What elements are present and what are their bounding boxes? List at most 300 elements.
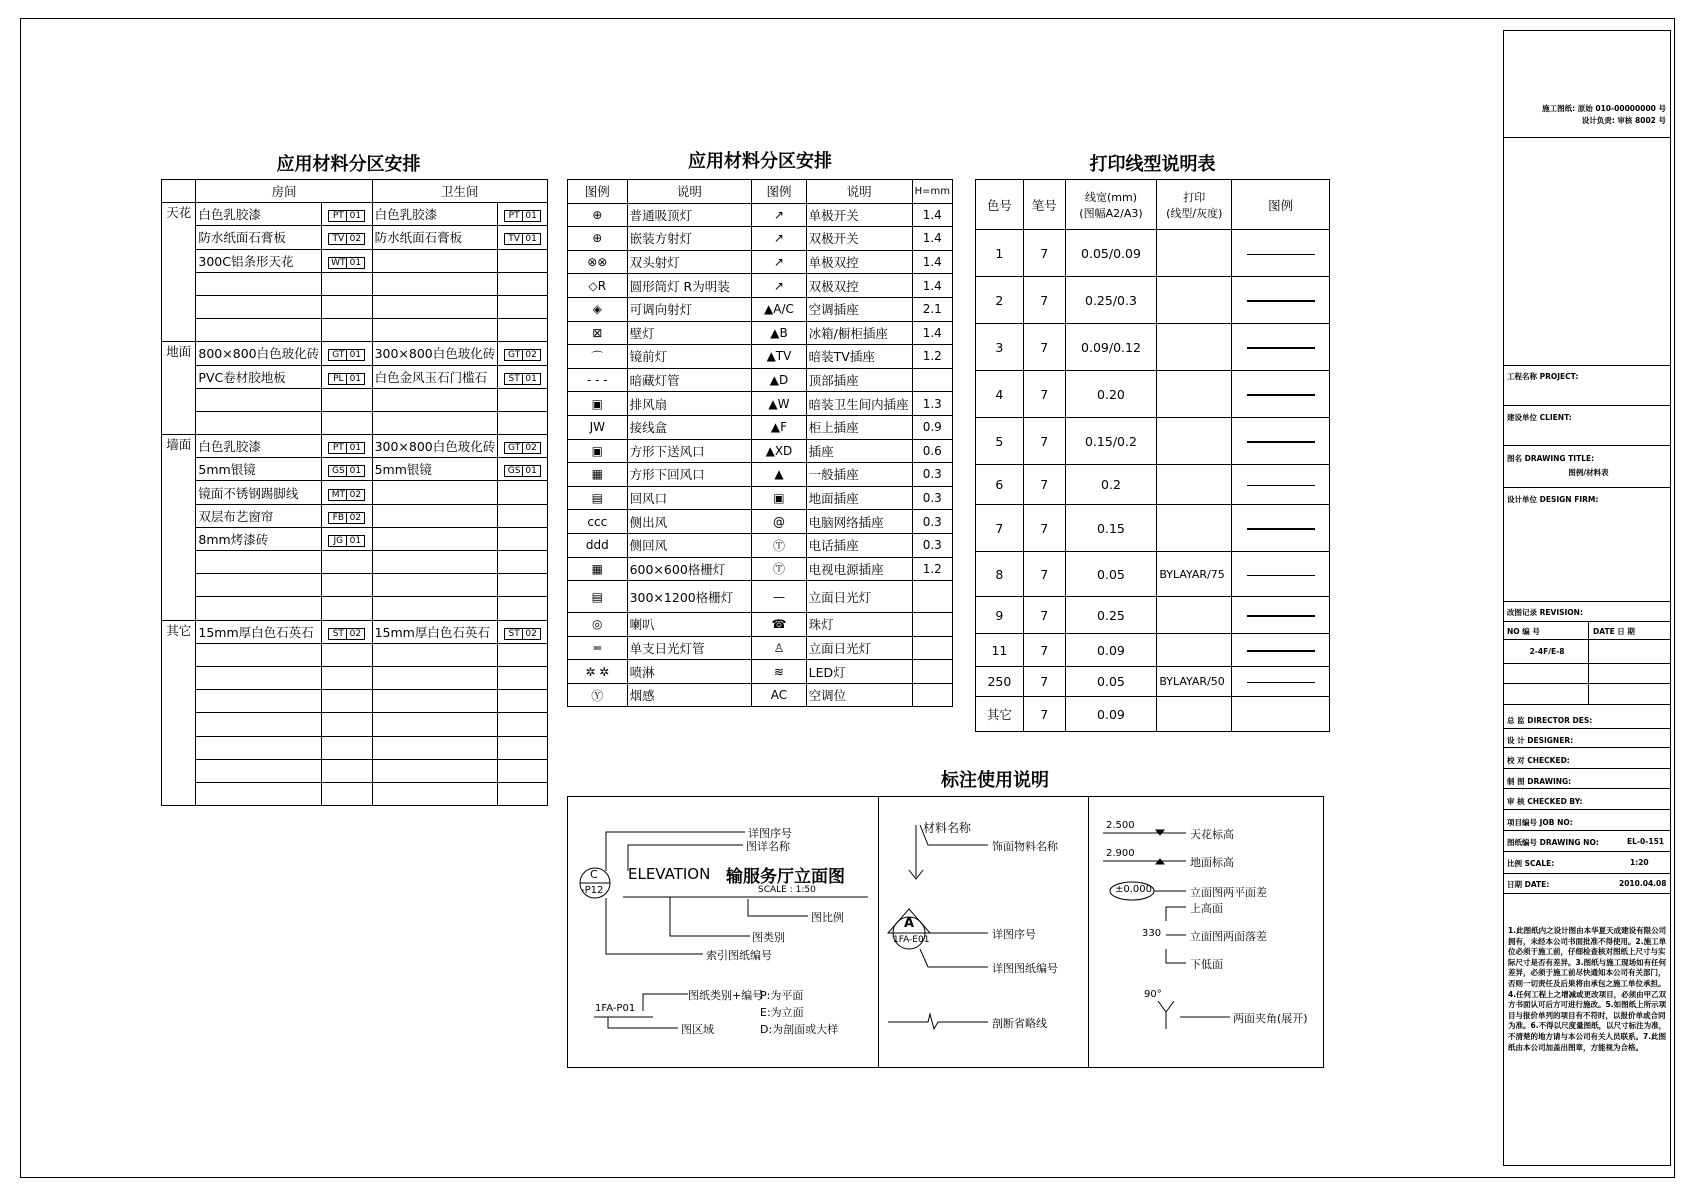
print-cell-p: 7 [1023,667,1065,697]
material-area: 天花 [162,203,196,342]
legend-description: 冰箱/橱柜插座 [806,321,912,345]
print-line-sample [1232,371,1330,418]
bath-code: ST 02 [498,620,548,643]
tb-checked: 校 对 CHECKED: [1507,756,1570,765]
print-cell-c: 1 [976,230,1024,277]
legend-description: 镜前灯 [627,345,752,369]
tb-no: NO 编 号 [1507,627,1540,636]
room-code [322,782,372,805]
annotation-notes-panel [567,796,1324,1068]
bath-code [498,481,548,504]
note-lower: 下低面 [1190,958,1223,971]
legend-description: LED灯 [806,660,912,684]
bath-code [498,690,548,713]
material-area: 墙面 [162,435,196,621]
room-code: ST 02 [322,620,372,643]
bath-code [498,643,548,666]
bath-code [498,574,548,597]
print-cell-p: 7 [1023,634,1065,667]
legend-description: 单支日光灯管 [627,636,752,660]
bath-material [372,666,498,689]
material-row [162,388,548,411]
legend-symbol-icon: ▲ [752,463,806,487]
room-code [322,736,372,759]
legend-description: 圆形筒灯 R为明装 [627,274,752,298]
legend-row [568,415,953,439]
print-line-sample [1232,505,1330,552]
bath-code [498,504,548,527]
bath-material [372,643,498,666]
print-row [976,667,1330,697]
legend-symbol-icon: ✲ ✲ [568,660,628,684]
note-detail-number: 详图序号 [748,827,792,840]
legend-symbol-icon: ddd [568,533,628,557]
room-code [322,690,372,713]
bath-code [498,527,548,550]
bath-material [372,319,498,342]
print-cell-t [1157,230,1232,277]
legend-height [912,368,952,392]
note-ceiling-level: 天花标高 [1190,828,1234,841]
legend-row [568,533,953,557]
legend-symbol-icon: JW [568,415,628,439]
legend-height: 0.3 [912,463,952,487]
bath-code: GT 02 [498,342,548,365]
bath-code: GT 02 [498,435,548,458]
room-material [196,690,322,713]
room-material [196,736,322,759]
room-material: 白色乳胶漆 [196,203,322,226]
fa-p01: 1FA-P01 [595,1003,636,1014]
legend-row [568,250,953,274]
legend-symbol-icon: ⊕ [568,227,628,251]
print-cell-c: 其它 [976,697,1024,732]
print-cell-c: 4 [976,371,1024,418]
print-line-sample [1232,324,1330,371]
tb-drawing-no-value: EL-0-151 [1627,837,1665,846]
note-d: D:为剖面或大样 [760,1023,839,1036]
material-zone-table [161,179,548,806]
legend-description: 立面日光灯 [806,636,912,660]
bath-material [372,411,498,434]
legend-symbol-icon: ⊕ [568,203,628,227]
bathroom-header: 卫生间 [372,180,547,203]
bath-code [498,759,548,782]
print-row [976,697,1330,732]
print-cell-t [1157,324,1232,371]
legend-description: 双极双控 [806,274,912,298]
legend-description: 可调向射灯 [627,297,752,321]
bath-material [372,782,498,805]
note-finish-name: 饰面物料名称 [992,840,1058,853]
legend-height: 0.3 [912,486,952,510]
legend-symbol-icon: - - - [568,368,628,392]
legend-description: 侧回风 [627,533,752,557]
level-2: 2.900 [1106,848,1135,859]
room-material: PVC卷材胶地板 [196,365,322,388]
note-e: E:为立面 [760,1006,804,1019]
print-cell-p: 7 [1023,230,1065,277]
legend-description: 喷淋 [627,660,752,684]
legend-description: 插座 [806,439,912,463]
room-code: WT 01 [322,249,372,272]
material-area: 其它 [162,620,196,806]
level-1: 2.500 [1106,820,1135,831]
bath-material: 300×800白色玻化砖 [372,435,498,458]
room-code [322,759,372,782]
material-row [162,504,548,527]
material-row [162,782,548,805]
legend-header-1: 图例 [568,180,628,204]
legend-header-4: 说明 [806,180,912,204]
legend-height [912,660,952,684]
angle-90: 90° [1144,989,1162,1000]
legend-description: 电话插座 [806,533,912,557]
legend-description: 方形下送风口 [627,439,752,463]
note-index-number: 索引图纸编号 [706,949,772,962]
room-code [322,574,372,597]
legend-row [568,510,953,534]
legend-symbol-icon: Ⓣ [752,557,806,581]
legend-description: 壁灯 [627,321,752,345]
callout-a: A [904,916,915,931]
legend-height [912,613,952,637]
material-row [162,435,548,458]
room-material [196,666,322,689]
room-code [322,551,372,574]
print-cell-p: 7 [1023,465,1065,505]
print-cell-w: 0.20 [1065,371,1157,418]
legend-symbol-icon: ◎ [568,613,628,637]
legend-description: 烟感 [627,683,752,707]
room-material: 白色乳胶漆 [196,435,322,458]
print-cell-p: 7 [1023,324,1065,371]
room-code [322,388,372,411]
legend-description: 300×1200格栅灯 [627,581,752,613]
print-cell-c: 6 [976,465,1024,505]
note-area: 图区域 [681,1023,714,1036]
legend-symbol-icon: ▤ [568,581,628,613]
room-material [196,597,322,620]
print-cell-t [1157,418,1232,465]
print-cell-t: BYLAYAR/50 [1157,667,1232,697]
legend-symbol-icon: ▦ [568,557,628,581]
legend-description: 电脑网络插座 [806,510,912,534]
legend-row [568,557,953,581]
legend-description: 嵌装方射灯 [627,227,752,251]
print-cell-w: 0.25 [1065,597,1157,634]
tb-scale: 比例 SCALE: [1507,859,1555,868]
legend-description: 电视电源插座 [806,557,912,581]
room-code: TV 02 [322,226,372,249]
print-cell-p: 7 [1023,418,1065,465]
material-row [162,551,548,574]
note-detail-drawing: 详图图纸编号 [992,962,1058,975]
material-row [162,226,548,249]
print-cell-w: 0.09/0.12 [1065,324,1157,371]
level-5: 330 [1142,928,1162,939]
bath-code [498,411,548,434]
print-cell-p: 7 [1023,277,1065,324]
legend-description: 普通吸顶灯 [627,203,752,227]
callout-c: C [590,868,598,881]
legend-header-3: 图例 [752,180,806,204]
print-cell-w: 0.2 [1065,465,1157,505]
print-row [976,505,1330,552]
room-material [196,319,322,342]
print-cell-w: 0.05 [1065,552,1157,597]
legend-symbol-icon: ═ [568,636,628,660]
bath-code: TV 01 [498,226,548,249]
bath-material [372,481,498,504]
legend-row [568,345,953,369]
legend-description: 空调插座 [806,297,912,321]
room-code [322,295,372,318]
print-cell-p: 7 [1023,697,1065,732]
legend-description: 方形下回风口 [627,463,752,487]
print-cell-p: 7 [1023,552,1065,597]
legend-symbol-icon: ↗ [752,227,806,251]
legend-height: 0.3 [912,510,952,534]
print-row [976,597,1330,634]
room-code: PL 01 [322,365,372,388]
note-detail-no: 详图序号 [992,928,1036,941]
legend-description: 柜上插座 [806,415,912,439]
callout-p12: -P12 [581,885,604,896]
print-cell-w: 0.09 [1065,634,1157,667]
tb-designer: 设 计 DESIGNER: [1507,736,1574,745]
print-linetype-table [975,179,1330,732]
legend-row [568,274,953,298]
legend-symbol-icon: ▣ [752,486,806,510]
bath-material [372,597,498,620]
print-table-title: 打印线型说明表 [1089,154,1216,175]
legend-description: 空调位 [806,683,912,707]
tb-checked-by: 审 核 CHECKED BY: [1507,797,1583,806]
tb-firm: 设计单位 DESIGN FIRM: [1507,495,1599,504]
material-row [162,713,548,736]
legend-height: 0.3 [912,533,952,557]
print-cell-t [1157,505,1232,552]
tb-date-label: DATE 日 期 [1593,627,1635,636]
legend-symbol-icon: ⌒ [568,345,628,369]
material-row [162,458,548,481]
note-plane-diff: 立面图两平面差 [1190,886,1267,899]
bath-material: 15mm厚白色石英石 [372,620,498,643]
legend-symbol-icon: ▲F [752,415,806,439]
legend-table-title: 应用材料分区安排 [688,151,832,172]
bath-material [372,295,498,318]
tb-scale-value: 1:20 [1630,858,1649,867]
legend-symbol-icon: @ [752,510,806,534]
notes-title: 标注使用说明 [941,770,1049,791]
legend-height: 0.6 [912,439,952,463]
note-drop: 立面图两面落差 [1190,930,1267,943]
material-row [162,574,548,597]
material-row [162,690,548,713]
print-row [976,418,1330,465]
bath-code [498,713,548,736]
bath-material [372,574,498,597]
legend-description: 暗装TV插座 [806,345,912,369]
bath-code [498,782,548,805]
tb-job: 项目编号 JOB NO: [1507,818,1573,827]
legend-symbol-icon: ▲D [752,368,806,392]
legend-row [568,368,953,392]
bath-code: PT 01 [498,203,548,226]
print-cell-w: 0.25/0.3 [1065,277,1157,324]
legend-symbol-icon: ♙ [752,636,806,660]
print-cell-t [1157,465,1232,505]
legend-height: 1.4 [912,250,952,274]
room-code: PT 01 [322,203,372,226]
print-header-3: 线宽(mm) (图幅A2/A3) [1065,180,1157,230]
legend-symbol-icon: ⊗⊗ [568,250,628,274]
bath-material [372,736,498,759]
room-code: GS 01 [322,458,372,481]
legend-row [568,683,953,707]
print-cell-p: 7 [1023,505,1065,552]
legend-description: 立面日光灯 [806,581,912,613]
room-code: FB 02 [322,504,372,527]
legend-row [568,297,953,321]
material-row [162,643,548,666]
legend-row [568,486,953,510]
room-code [322,666,372,689]
level-3: ±0.000 [1115,884,1153,895]
legend-symbol-icon: ▦ [568,463,628,487]
print-cell-c: 9 [976,597,1024,634]
tb-project: 工程名称 PROJECT: [1507,372,1579,381]
room-code [322,411,372,434]
legend-description: 侧出风 [627,510,752,534]
print-line-sample [1232,552,1330,597]
bath-code: ST 01 [498,365,548,388]
legend-row [568,463,953,487]
material-row [162,319,548,342]
print-line-sample [1232,697,1330,732]
room-material [196,388,322,411]
legend-row [568,321,953,345]
material-area: 地面 [162,342,196,435]
print-cell-w: 0.05/0.09 [1065,230,1157,277]
legend-description: 双头射灯 [627,250,752,274]
legend-description: 600×600格栅灯 [627,557,752,581]
note-break-line: 剖断省略线 [992,1017,1047,1030]
room-code [322,319,372,342]
print-row [976,277,1330,324]
print-row [976,230,1330,277]
material-row [162,249,548,272]
room-material [196,295,322,318]
print-line-sample [1232,230,1330,277]
room-code: MT 02 [322,481,372,504]
print-cell-p: 7 [1023,597,1065,634]
legend-description: 双极开关 [806,227,912,251]
legend-symbol-icon: ⊠ [568,321,628,345]
legend-symbol-icon: ▣ [568,439,628,463]
note-p: P:为平面 [760,989,804,1002]
room-material [196,551,322,574]
legend-row [568,392,953,416]
legend-symbol-icon: ▲W [752,392,806,416]
scale-label: SCALE : 1:50 [758,885,816,895]
material-row [162,365,548,388]
print-row [976,465,1330,505]
material-row [162,759,548,782]
legend-symbol-icon: AC [752,683,806,707]
print-header-2: 笔号 [1023,180,1065,230]
print-cell-t [1157,597,1232,634]
bath-material [372,504,498,527]
note-material-name: 材料名称 [923,821,972,835]
material-row [162,272,548,295]
print-header-5: 图例 [1232,180,1330,230]
material-row [162,666,548,689]
room-material [196,411,322,434]
bath-code [498,597,548,620]
print-cell-c: 3 [976,324,1024,371]
room-material [196,782,322,805]
print-line-sample [1232,277,1330,324]
print-cell-c: 2 [976,277,1024,324]
material-row [162,527,548,550]
print-line-sample [1232,667,1330,697]
print-cell-t [1157,371,1232,418]
print-row [976,324,1330,371]
legend-symbol-icon: ▲A/C [752,297,806,321]
bath-material: 白色金风玉石门槛石 [372,365,498,388]
print-row [976,552,1330,597]
legend-symbol-icon: Ⓨ [568,683,628,707]
legend-description: 顶部插座 [806,368,912,392]
bath-material [372,690,498,713]
legend-description: 暗藏灯管 [627,368,752,392]
bath-material: 5mm银镜 [372,458,498,481]
tb-rev-value: 2-4F/E-8 [1529,647,1565,656]
room-material [196,272,322,295]
legend-height: 1.2 [912,557,952,581]
print-cell-c: 7 [976,505,1024,552]
legend-description: 排风扇 [627,392,752,416]
print-line-sample [1232,597,1330,634]
print-cell-c: 11 [976,634,1024,667]
print-cell-c: 5 [976,418,1024,465]
room-material: 800×800白色玻化砖 [196,342,322,365]
room-code: JG 01 [322,527,372,550]
room-material [196,574,322,597]
bath-material: 防水纸面石膏板 [372,226,498,249]
tb-drawing-no: 图纸编号 DRAWING NO: [1507,838,1599,847]
legend-symbol-icon: ◇R [568,274,628,298]
legend-height [912,636,952,660]
material-row [162,481,548,504]
print-cell-w: 0.15/0.2 [1065,418,1157,465]
tb-top-2: 设计负责: 审核 8002 号 [1581,116,1666,125]
print-cell-c: 8 [976,552,1024,597]
legend-height: 0.9 [912,415,952,439]
room-material [196,713,322,736]
print-cell-w: 0.05 [1065,667,1157,697]
bath-material [372,759,498,782]
print-cell-c: 250 [976,667,1024,697]
legend-description: 回风口 [627,486,752,510]
legend-row [568,613,953,637]
room-code: PT 01 [322,435,372,458]
bath-code [498,736,548,759]
legend-symbol-icon: ☎ [752,613,806,637]
legend-header-5: H=mm [912,180,952,204]
